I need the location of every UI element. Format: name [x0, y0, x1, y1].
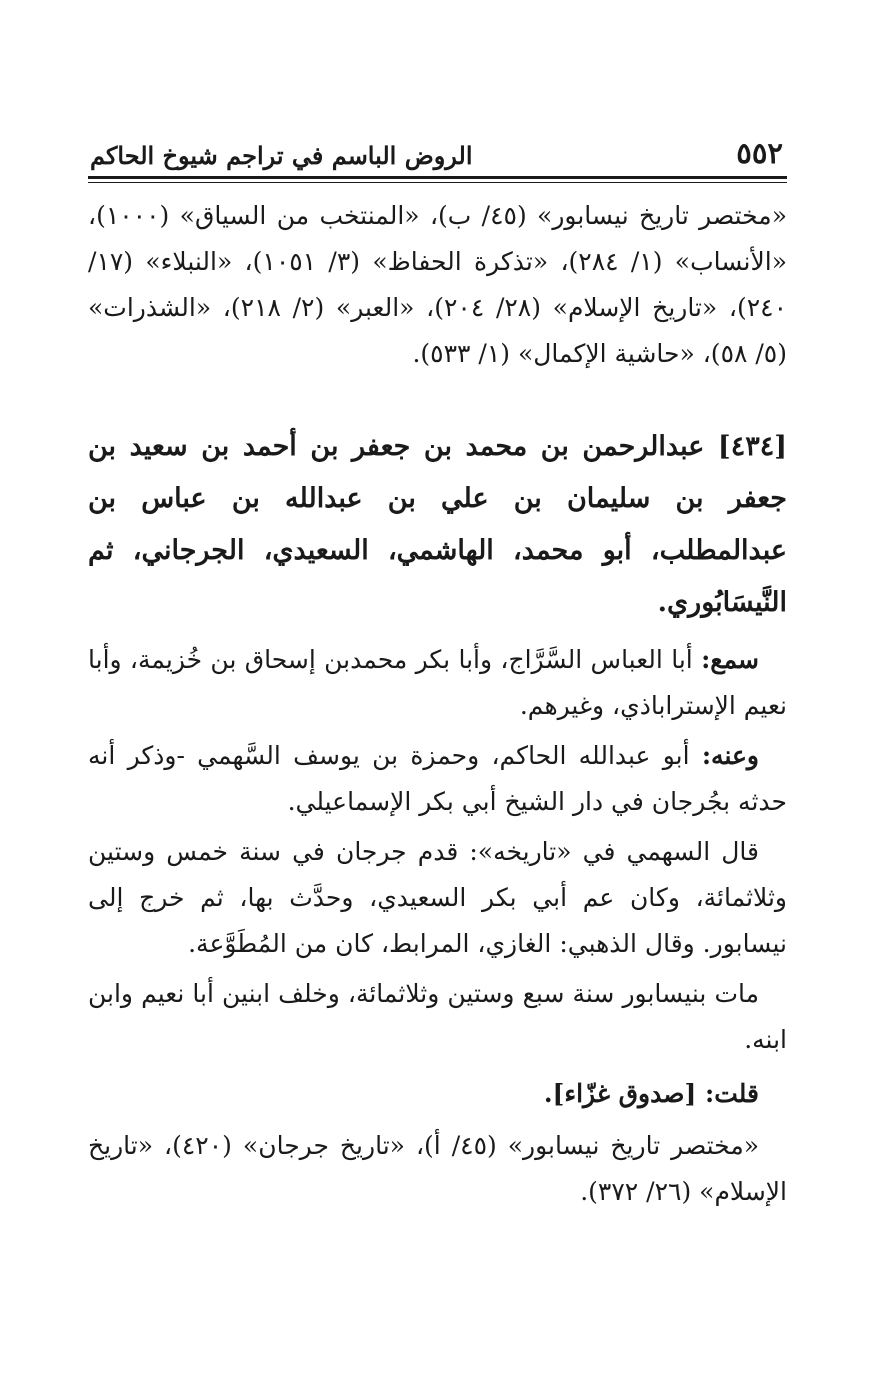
paragraph-narrators: [88, 733, 787, 825]
running-title: الروض الباسم في تراجم شيوخ الحاكم: [90, 141, 473, 170]
paragraph-text: أبو عبدالله الحاكم، وحمزة بن يوسف السَّهمي -وذكر أنه حدثه بجُرجان في دار الشيخ أبي بكر الإسماعيلي.: [88, 741, 787, 816]
header-rule-thick: [88, 176, 787, 179]
paragraph-text: قال السهمي في «تاريخه»: قدم جرجان في سنة خمس وستين وثلاثمائة، وكان عم أبي بكر السعيدي، وحدَّث بها، ثم خرج إلى نيسابور. وقال الذهبي: الغازي، المرابط، كان من المُطَوَّعة.: [88, 837, 787, 958]
verdict: [88, 1071, 787, 1117]
page-number: ٥٥٢: [736, 136, 783, 170]
paragraph-text: مات بنيسابور سنة سبع وستين وثلاثمائة، وخلف ابنين أبا نعيم وابن ابنه.: [88, 979, 787, 1054]
book-page: [88, 118, 787, 1215]
page-header: [88, 118, 787, 170]
paragraph-death: [88, 971, 787, 1063]
header-rule-thin: [88, 182, 787, 183]
entry-sources: [88, 1123, 787, 1215]
entry-title: [٤٣٤] عبدالرحمن بن محمد بن جعفر بن أحمد بن سعيد بن جعفر بن سليمان بن علي بن عبدالله بن عباس بن عبدالمطلب، أبو محمد، الهاشمي، السعيدي، الجرجاني، ثم النَّيسَابُوري.: [88, 431, 787, 618]
previous-entry-sources: «مختصر تاريخ نيسابور» (٤٥/ ب)، «المنتخب من السياق» (١٠٠٠)، «الأنساب» (١/ ٢٨٤)، «تذكرة الحفاظ» (٣/ ١٠٥١)، «النبلاء» (١٧/ ٢٤٠)، «تاريخ الإسلام» (٢٨/ ٢٠٤)، «العبر» (٢/ ٢١٨)، «الشذرات» (٥/ ٥٨)، «حاشية الإكمال» (١/ ٥٣٣).: [88, 201, 788, 368]
verdict-text: قلت: [صدوق غزّاء].: [543, 1079, 759, 1108]
paragraph-heard-from: [88, 637, 787, 729]
paragraph-text: أبا العباس السَّرَّاج، وأبا بكر محمدبن إسحاق بن خُزيمة، وأبا نعيم الإستراباذي، وغيرهم.: [88, 645, 787, 720]
paragraph-sahmi: [88, 829, 787, 967]
sources-text: «مختصر تاريخ نيسابور» (٤٥/ أ)، «تاريخ جرجان» (٤٢٠)، «تاريخ الإسلام» (٢٦/ ٣٧٢).: [88, 1131, 787, 1206]
label-heard: سمع:: [701, 645, 759, 674]
label-from-him: وعنه:: [701, 741, 759, 770]
